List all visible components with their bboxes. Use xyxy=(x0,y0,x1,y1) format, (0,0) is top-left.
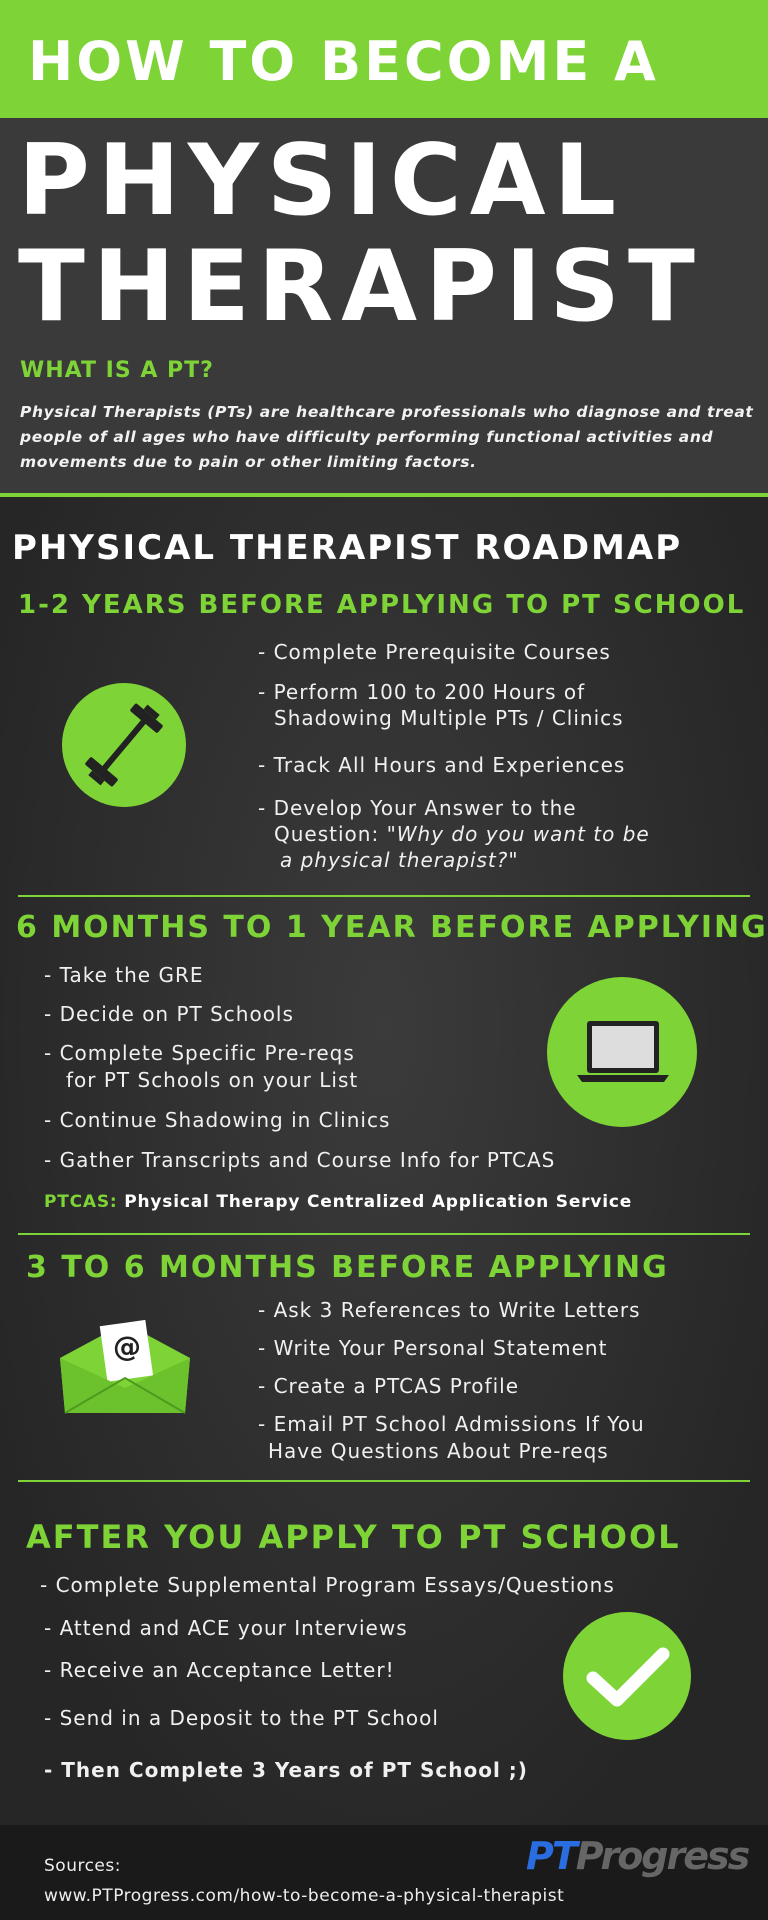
list-item: - Continue Shadowing in Clinics xyxy=(44,1108,391,1132)
list-item: - Write Your Personal Statement xyxy=(258,1336,608,1360)
list-item-quote: a physical therapist?" xyxy=(280,848,519,872)
list-item: - Gather Transcripts and Course Info for PTCAS xyxy=(44,1148,556,1172)
list-item-quote: "Why do you want to be xyxy=(386,822,650,846)
what-is-pt-text: Physical Therapists (PTs) are healthcare professionals who diagnose and treat people of all ages who have difficulty performing functional activities and movements due to pain or other limiting factors. xyxy=(20,403,754,471)
pre-title: HOW TO BECOME A xyxy=(28,30,659,93)
list-item: for PT Schools on your List xyxy=(66,1068,359,1092)
ptcas-definition: Physical Therapy Centralized Application Service xyxy=(124,1192,633,1212)
divider xyxy=(18,1480,750,1482)
list-item: - Receive an Acceptance Letter! xyxy=(44,1658,395,1682)
list-item: Question: xyxy=(274,822,387,846)
source-url[interactable]: www.PTProgress.com/how-to-become-a-physical-therapist xyxy=(44,1886,565,1906)
list-item: - Attend and ACE your Interviews xyxy=(44,1616,408,1640)
list-item: - Develop Your Answer to the xyxy=(258,796,577,820)
list-item: Shadowing Multiple PTs / Clinics xyxy=(274,706,624,730)
at-symbol: @ xyxy=(113,1330,141,1363)
list-item: - Send in a Deposit to the PT School xyxy=(44,1706,439,1730)
ptprogress-logo: PTProgress xyxy=(526,1834,749,1878)
list-item: Have Questions About Pre-reqs xyxy=(268,1439,609,1463)
what-is-pt-heading: WHAT IS A PT? xyxy=(20,358,214,383)
section-heading: 1-2 YEARS BEFORE APPLYING TO PT SCHOOL xyxy=(18,590,746,620)
title-line1: PHYSICAL xyxy=(18,124,625,238)
list-item: - Ask 3 References to Write Letters xyxy=(258,1298,641,1322)
title-line2: THERAPIST xyxy=(18,230,703,344)
divider xyxy=(18,1233,750,1235)
list-item: - Email PT School Admissions If You xyxy=(258,1412,645,1436)
section-heading: 6 MONTHS TO 1 YEAR BEFORE APPLYING xyxy=(16,910,768,945)
list-item: - Complete Specific Pre-reqs xyxy=(44,1041,355,1065)
sources-label: Sources: xyxy=(44,1856,121,1876)
divider xyxy=(18,895,750,897)
list-item: - Track All Hours and Experiences xyxy=(258,753,626,777)
list-item: - Complete Supplemental Program Essays/Questions xyxy=(40,1573,615,1597)
list-item: - Perform 100 to 200 Hours of xyxy=(258,680,586,704)
checkmark-icon xyxy=(563,1612,691,1740)
laptop-icon xyxy=(547,977,697,1127)
list-item: - Create a PTCAS Profile xyxy=(258,1374,519,1398)
ptcas-label: PTCAS: xyxy=(44,1192,118,1212)
list-item: - Take the GRE xyxy=(44,963,204,987)
final-step: - Then Complete 3 Years of PT School ;) xyxy=(44,1758,528,1782)
barbell-icon xyxy=(62,683,186,807)
list-item: - Complete Prerequisite Courses xyxy=(258,640,611,664)
list-item: - Decide on PT Schools xyxy=(44,1002,294,1026)
section-heading: AFTER YOU APPLY TO PT SCHOOL xyxy=(26,1518,681,1556)
roadmap-title: PHYSICAL THERAPIST ROADMAP xyxy=(12,528,683,568)
email-envelope-icon xyxy=(55,1318,195,1418)
section-heading: 3 TO 6 MONTHS BEFORE APPLYING xyxy=(26,1250,669,1285)
